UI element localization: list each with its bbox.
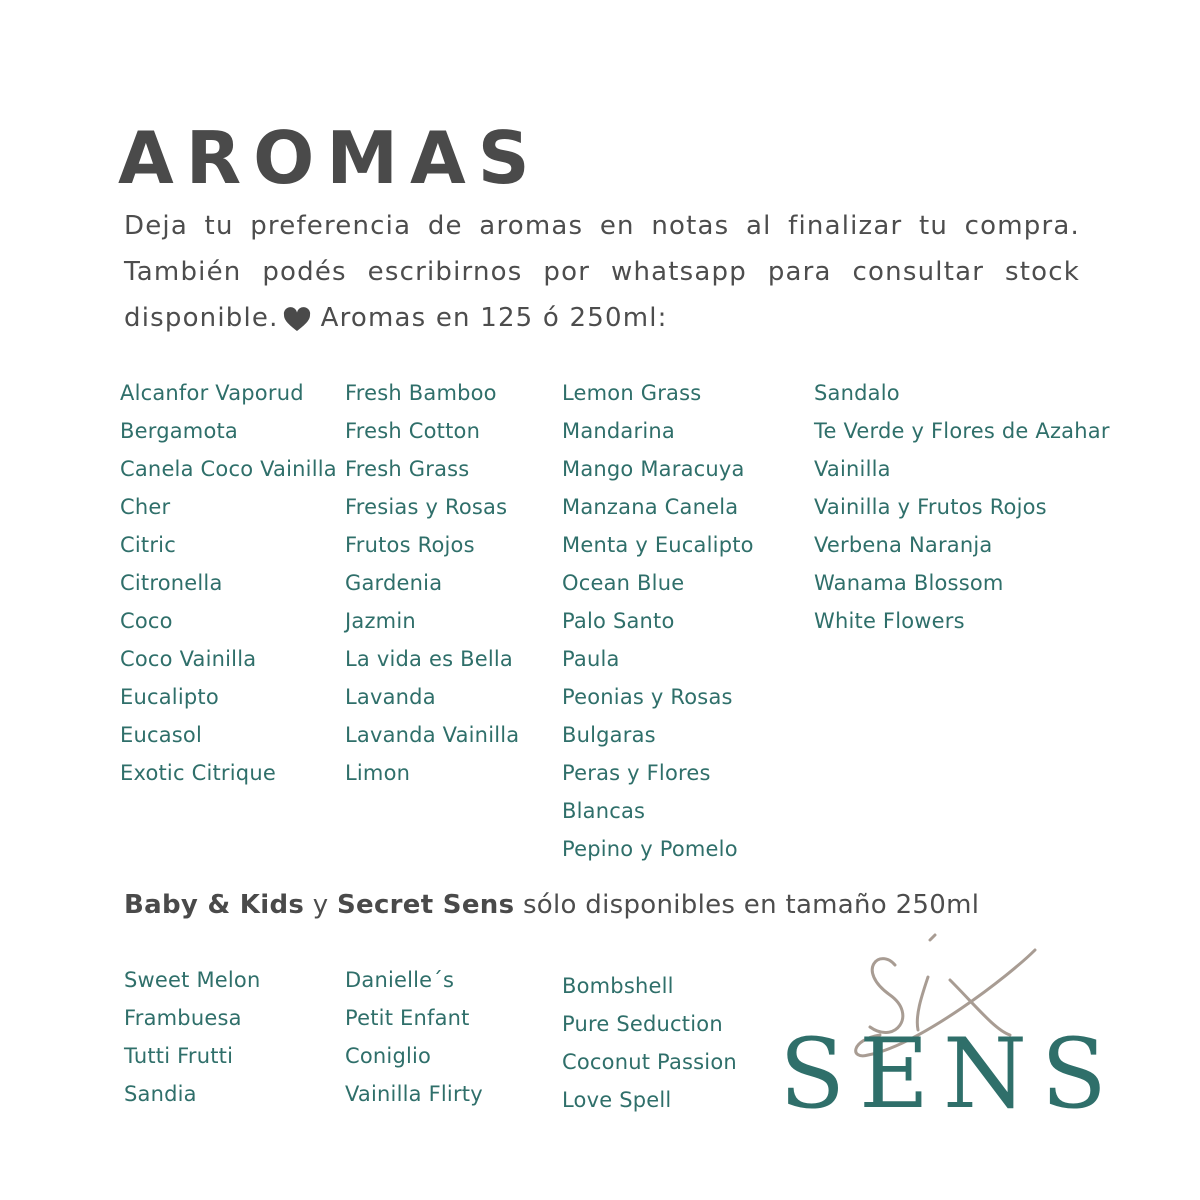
list-item: Te Verde y Flores de Azahar xyxy=(814,419,1110,443)
list-item: Love Spell xyxy=(562,1088,672,1112)
aroma-column-3 xyxy=(562,374,754,868)
list-item: Limon xyxy=(345,761,411,785)
list-item: Peras y Flores xyxy=(562,761,711,785)
baby-kids-column-2 xyxy=(345,961,483,1113)
note-joiner: y xyxy=(312,890,329,920)
list-item: Lemon Grass xyxy=(562,381,702,405)
secret-sens-label: Secret Sens xyxy=(337,890,515,920)
list-item: Vainilla y Frutos Rojos xyxy=(814,495,1047,519)
list-item: La vida es Bella xyxy=(345,647,513,671)
list-item: Lavanda xyxy=(345,685,436,709)
list-item: Vainilla xyxy=(814,457,891,481)
list-item: Pepino y Pomelo xyxy=(562,837,738,861)
list-item: Lavanda Vainilla xyxy=(345,723,520,747)
list-item: Ocean Blue xyxy=(562,571,685,595)
list-item: Tutti Frutti xyxy=(124,1044,234,1068)
list-item: Mango Maracuya xyxy=(562,457,745,481)
logo-script-text: Six xyxy=(800,935,802,936)
list-item: Eucasol xyxy=(120,723,203,747)
list-item: Danielle´s xyxy=(345,968,455,992)
list-item: Coconut Passion xyxy=(562,1050,737,1074)
baby-kids-label: Baby & Kids xyxy=(124,890,305,920)
list-item: Bulgaras xyxy=(562,723,656,747)
list-item: Blancas xyxy=(562,799,646,823)
intro-paragraph xyxy=(124,203,1080,341)
list-item: Fresh Cotton xyxy=(345,419,481,443)
list-item: Mandarina xyxy=(562,419,675,443)
list-item: Verbena Naranja xyxy=(814,533,993,557)
list-item: Coco Vainilla xyxy=(120,647,257,671)
list-item: Pure Seduction xyxy=(562,1012,723,1036)
list-item: Coco xyxy=(120,609,173,633)
list-item: Jazmin xyxy=(345,609,416,633)
list-item: Vainilla Flirty xyxy=(345,1082,483,1106)
sizes-text: Aromas en 125 ó 250ml: xyxy=(320,303,668,333)
list-item: Manzana Canela xyxy=(562,495,739,519)
aroma-column-2 xyxy=(345,374,519,792)
list-item: Gardenia xyxy=(345,571,443,595)
list-item: Citric xyxy=(120,533,176,557)
list-item: Canela Coco Vainilla xyxy=(120,457,337,481)
list-item: Paula xyxy=(562,647,620,671)
six-sens-logo xyxy=(779,935,1121,1130)
aroma-column-1 xyxy=(120,374,337,792)
list-item: Frambuesa xyxy=(124,1006,242,1030)
list-item: Peonias y Rosas xyxy=(562,685,733,709)
list-item: Eucalipto xyxy=(120,685,219,709)
intro-text: Deja tu preferencia de aromas en notas al finalizar tu compra. También podés escribirnos por whatsapp para consultar stock disponible. xyxy=(124,211,1080,333)
heart-icon xyxy=(283,308,311,332)
list-item: Sandia xyxy=(124,1082,197,1106)
list-item: Palo Santo xyxy=(562,609,675,633)
list-item: Wanama Blossom xyxy=(814,571,1004,595)
list-item: Sweet Melon xyxy=(124,968,261,992)
list-item: Citronella xyxy=(120,571,223,595)
baby-kids-column-1 xyxy=(124,961,261,1113)
list-item: Fresh Grass xyxy=(345,457,470,481)
secret-sens-column xyxy=(562,967,737,1119)
list-item: Sandalo xyxy=(814,381,900,405)
aroma-column-4 xyxy=(814,374,1110,640)
size-note xyxy=(124,890,979,920)
list-item: White Flowers xyxy=(814,609,965,633)
list-item: Fresh Bamboo xyxy=(345,381,497,405)
list-item: Alcanfor Vaporud xyxy=(120,381,304,405)
logo-word: SENS xyxy=(779,1018,1121,1130)
list-item: Petit Enfant xyxy=(345,1006,470,1030)
list-item: Menta y Eucalipto xyxy=(562,533,754,557)
list-item: Bergamota xyxy=(120,419,238,443)
note-rest: sólo disponibles en tamaño 250ml xyxy=(522,890,980,920)
list-item: Cher xyxy=(120,495,171,519)
list-item: Frutos Rojos xyxy=(345,533,475,557)
list-item: Coniglio xyxy=(345,1044,432,1068)
list-item: Bombshell xyxy=(562,974,674,998)
page-title: AROMAS xyxy=(118,116,542,200)
list-item: Fresias y Rosas xyxy=(345,495,508,519)
list-item: Exotic Citrique xyxy=(120,761,276,785)
